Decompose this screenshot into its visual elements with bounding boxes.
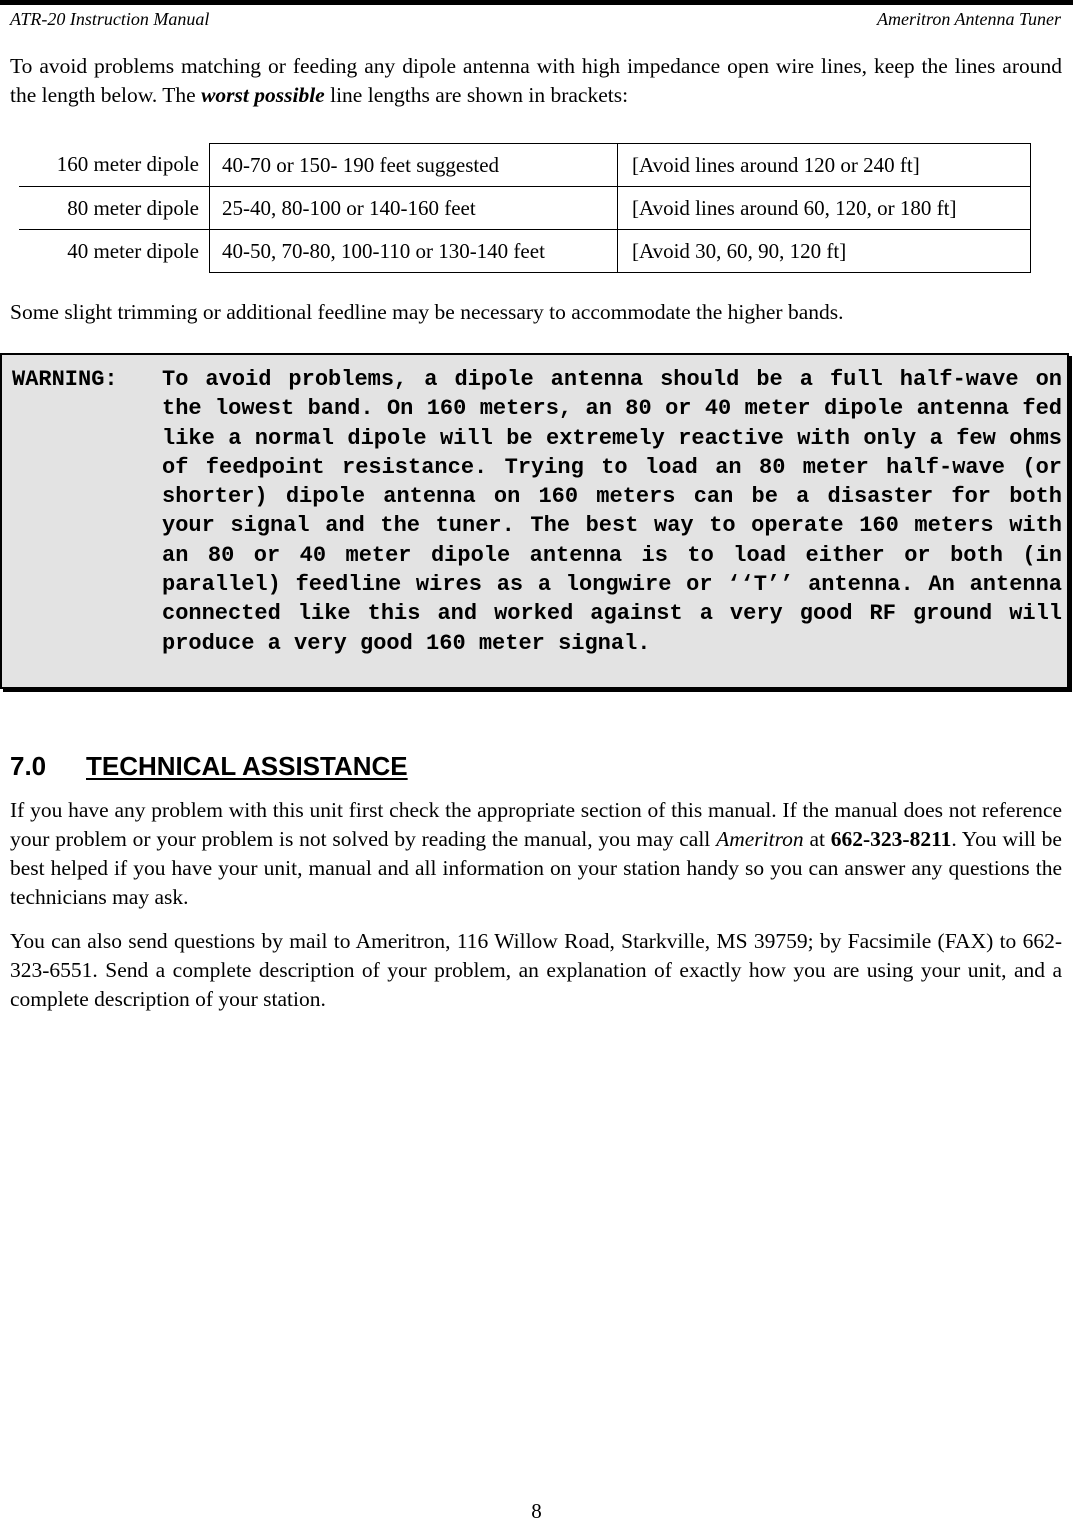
warning-box <box>0 353 1069 689</box>
header-rule <box>0 0 1073 5</box>
intro-text-start: To avoid problems matching or feeding any dipole antenna with high impedance open wire lines, keep the lines around the length below. The <box>10 54 1062 107</box>
header-manual-title: ATR-20 Instruction Manual <box>10 9 210 29</box>
antenna-cell: 80 meter dipole <box>19 187 210 230</box>
intro-paragraph <box>10 52 1062 110</box>
suggested-length-cell: 40-70 or 150- 190 feet suggested <box>210 144 618 187</box>
line-length-table <box>19 143 1031 273</box>
trimming-note: Some slight trimming or additional feedline may be necessary to accommodate the higher bands. <box>10 300 844 324</box>
table-row <box>19 144 1031 187</box>
intro-text-end: line lengths are shown in brackets: <box>324 83 629 107</box>
warning-label: WARNING: <box>12 367 118 392</box>
header-product-title: Ameritron Antenna Tuner <box>877 9 1061 29</box>
section-number: 7.0 <box>10 751 47 781</box>
suggested-length-cell: 40-50, 70-80, 100-110 or 130-140 feet <box>210 230 618 273</box>
mail-paragraph: You can also send questions by mail to Ameritron, 116 Willow Road, Starkville, MS 39759; by Facsimile (FAX) to 662-323-6551. Send a complete description of your problem, an explanation of exactly how you are using your unit, and a complete description of your station. <box>10 929 1062 1011</box>
assist-text-1: If you have any problem with this unit first check the appropriate section of this manual. If the manual does not reference your problem or your problem is not solved by reading the manual, you may call <box>10 798 1062 851</box>
page-number: 8 <box>531 1499 542 1523</box>
warning-text: To avoid problems, a dipole antenna should be a full half-wave on the lowest band. On 160 meters, an 80 or 40 meter dipole antenna fed like a normal dipole will be extremely reactive with only a few ohms of feedpoint resistance. Trying to load an 80 meter half-wave (or shorter) dipole antenna on 160 meters can be a disaster for both your signal and the tuner. The best way to operate 160 meters with an 80 or 40 meter dipole antenna is to load either or both (in parallel) feedline wires as a longwire or ‘‘T’’ antenna. An antenna connected like this and worked against a very good RF ground will produce a very good 160 meter signal. <box>162 367 1062 656</box>
company-name: Ameritron <box>716 827 804 851</box>
avoid-length-cell: [Avoid 30, 60, 90, 120 ft] <box>618 230 1031 273</box>
section-title: TECHNICAL ASSISTANCE <box>86 751 408 781</box>
avoid-length-cell: [Avoid lines around 60, 120, or 180 ft] <box>618 187 1031 230</box>
assistance-paragraph <box>10 796 1062 912</box>
table-row <box>19 187 1031 230</box>
avoid-length-cell: [Avoid lines around 120 or 240 ft] <box>618 144 1031 187</box>
assist-text-2: at <box>803 827 831 851</box>
antenna-cell: 160 meter dipole <box>19 144 210 187</box>
suggested-length-cell: 25-40, 80-100 or 140-160 feet <box>210 187 618 230</box>
assist-text-3: . You will be best helped if you have your unit, manual and all information on your station handy so you can answer any questions the technicians may ask. <box>10 827 1062 909</box>
phone-number: 662-323-8211 <box>830 827 952 851</box>
table-row <box>19 230 1031 273</box>
antenna-cell: 40 meter dipole <box>19 230 210 273</box>
intro-emphasis: worst possible <box>201 83 325 107</box>
section-heading <box>10 750 408 782</box>
